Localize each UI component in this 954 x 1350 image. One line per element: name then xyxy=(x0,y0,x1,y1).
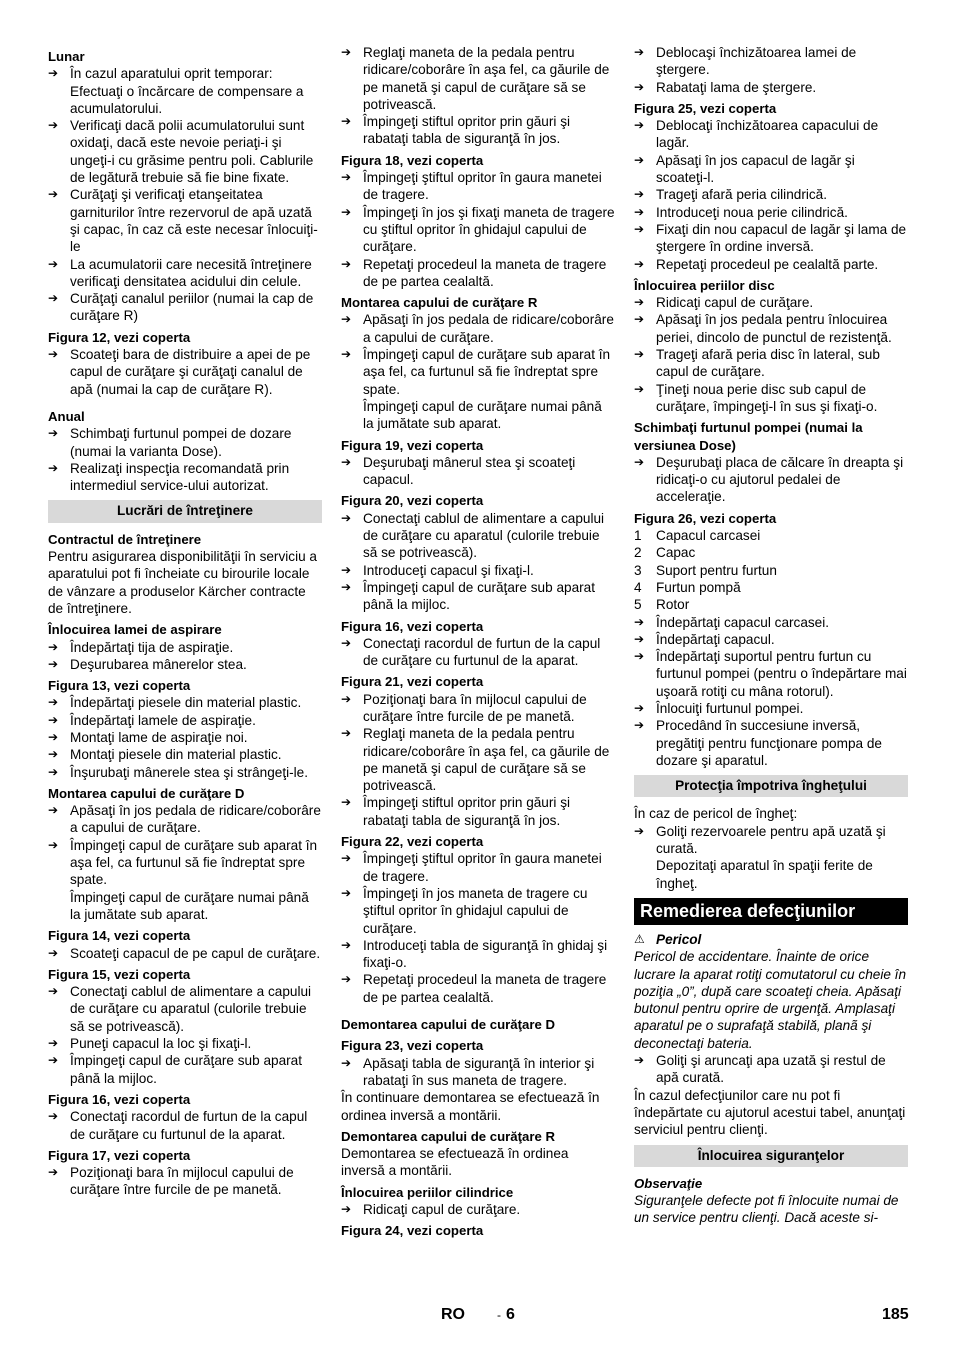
instruction-step xyxy=(341,635,615,670)
arrow-right-icon: ➔ xyxy=(48,729,59,744)
numbered-item xyxy=(634,527,908,544)
instruction-step xyxy=(48,460,322,495)
step-text: Ridicaţi capul de curăţare. xyxy=(363,1202,521,1217)
instruction-step xyxy=(341,850,615,885)
arrow-right-icon: ➔ xyxy=(341,256,352,271)
footer-section-page: 6 xyxy=(506,1306,515,1323)
instruction-step xyxy=(634,823,908,858)
instruction-step xyxy=(341,1055,615,1090)
item-number: 2 xyxy=(634,545,642,561)
arrow-right-icon: ➔ xyxy=(634,823,645,838)
arrow-right-icon: ➔ xyxy=(341,579,352,594)
step-text: Deblocaşi închizătoarea lamei de ştergere. xyxy=(656,45,857,78)
instruction-step xyxy=(48,1035,322,1052)
step-text: Schimbaţi furtunul pompei de dozare (numai la varianta Dose). xyxy=(70,426,292,459)
instruction-step xyxy=(341,510,615,562)
instruction-step xyxy=(634,117,908,152)
step-text: Împingeţi capul de curăţare sub aparat în aşa fel, ca furtunul să fie îndreptat spre spate. xyxy=(70,837,318,888)
instruction-step xyxy=(48,425,322,460)
section-heading: Figura 16, vezi coperta xyxy=(341,618,484,634)
spacer xyxy=(341,1006,615,1012)
indented-paragraph: Împingeţi capul de curăţare numai până la jumătate sub aparat. xyxy=(363,398,602,432)
column-middle xyxy=(341,44,615,1240)
arrow-right-icon: ➔ xyxy=(634,79,645,94)
step-text: Verificaţi dacă polii acumulatorului sunt oxidaţi, dacă este nevoie periaţi-i şi ungeţi-i cu grăsime pentru poli. Cablurile de legătură trebuie să fie bine fixate. xyxy=(70,118,314,186)
arrow-right-icon: ➔ xyxy=(48,291,59,306)
instruction-step xyxy=(341,691,615,726)
footer-language: RO xyxy=(441,1306,465,1323)
section-heading: Figura 25, vezi coperta xyxy=(634,100,777,116)
arrow-right-icon: ➔ xyxy=(48,747,59,762)
step-text: Apăsaţi în jos capacul de lagăr şi scoateţi-l. xyxy=(656,152,855,186)
step-text: Împingeţi ştiftul opritor în gaura manetei de tragere. xyxy=(363,170,602,203)
arrow-right-icon: ➔ xyxy=(634,152,645,167)
step-text: Reglaţi maneta de la pedala pentru ridicare/coborâre în aşa fel, ca găurile de pe manetă şi capul de curăţare să se potrivească. xyxy=(363,45,610,112)
step-text: Apăsaţi în jos pedala de ridicare/coborâre a capului de curăţare. xyxy=(363,312,614,345)
instruction-step xyxy=(341,937,615,972)
instruction-step xyxy=(48,837,322,889)
step-text: Montaţi lame de aspiraţie noi. xyxy=(70,729,248,745)
arrow-right-icon: ➔ xyxy=(341,510,352,525)
section-heading: Montarea capului de curăţare D xyxy=(48,785,245,801)
instruction-step xyxy=(341,579,615,614)
instruction-step xyxy=(634,631,908,648)
instruction-step xyxy=(634,44,908,79)
instruction-step xyxy=(341,885,615,937)
step-text: Înlocuiţi furtunul pompei. xyxy=(656,700,804,716)
instruction-step xyxy=(634,186,908,203)
instruction-step xyxy=(341,562,615,579)
arrow-right-icon: ➔ xyxy=(341,1055,352,1070)
section-heading: Figura 13, vezi coperta xyxy=(48,678,191,694)
instruction-step xyxy=(634,648,908,700)
instruction-step xyxy=(48,712,322,729)
instruction-step xyxy=(634,79,908,96)
step-text: Introduceţi capacul şi fixaţi-l. xyxy=(363,562,534,578)
arrow-right-icon: ➔ xyxy=(341,972,352,987)
instruction-step xyxy=(48,694,322,711)
instruction-step xyxy=(634,346,908,381)
section-heading: Demontarea capului de curăţare D xyxy=(341,1017,556,1033)
numbered-item xyxy=(634,562,908,579)
warning-label: Pericol xyxy=(656,931,702,947)
arrow-right-icon: ➔ xyxy=(48,945,59,960)
section-heading: Figura 23, vezi coperta xyxy=(341,1038,484,1054)
instruction-step xyxy=(48,290,322,325)
item-number: 5 xyxy=(634,597,642,613)
instruction-step xyxy=(48,256,322,291)
step-text: Conectaţi racordul de furtun de la capul de curăţare cu furtunul de la aparat. xyxy=(363,635,601,669)
step-text: Împingeţi capul de curăţare sub aparat până la mijloc. xyxy=(70,1053,302,1086)
step-text: Ridicaţi capul de curăţare. xyxy=(656,295,814,311)
paragraph: Pentru asigurarea disponibilităţii în serviciu a aparatului pot fi încheiate cu birourile locale de vânzare a produselor Kärcher contracte de întreţinere. xyxy=(48,549,317,616)
instruction-step xyxy=(341,311,615,346)
step-text: Curăţaţi canalul periilor (numai la cap de curăţare R) xyxy=(70,291,314,324)
chapter-title: Remedierea defecţiunilor xyxy=(634,898,908,925)
step-text: Repetaţi procedeul pe cealaltă parte. xyxy=(656,256,879,272)
step-text: Introduceţi noua perie cilindrică. xyxy=(656,204,848,220)
step-text: Îndepărtaţi suportul pentru furtun cu furtunul pompei (pentru o îndepărtare mai uşoară rotiţi cu mâna rotorul). xyxy=(656,649,907,699)
section-heading: Înlocuirea periilor cilindrice xyxy=(341,1184,514,1200)
warning-triangle-icon: ⚠ xyxy=(634,931,645,946)
arrow-right-icon: ➔ xyxy=(634,118,645,133)
item-number: 4 xyxy=(634,579,642,595)
section-heading: Figura 16, vezi coperta xyxy=(48,1091,191,1107)
arrow-right-icon: ➔ xyxy=(341,635,352,650)
section-title-box: Înlocuirea siguranţelor xyxy=(634,1145,908,1167)
item-text: Capac xyxy=(656,545,696,561)
arrow-right-icon: ➔ xyxy=(48,1036,59,1051)
instruction-step xyxy=(341,346,615,398)
step-text: Înşurubaţi mânerele stea şi strângeţi-le. xyxy=(70,764,309,780)
numbered-item xyxy=(634,579,908,596)
arrow-right-icon: ➔ xyxy=(341,454,352,469)
step-text: Împingeţi în jos maneta de tragere cu ştiftul opritor în ghidajul capului de curăţare. xyxy=(363,885,588,936)
arrow-right-icon: ➔ xyxy=(48,837,59,852)
instruction-step xyxy=(634,381,908,416)
arrow-right-icon: ➔ xyxy=(48,256,59,271)
arrow-right-icon: ➔ xyxy=(48,656,59,671)
arrow-right-icon: ➔ xyxy=(48,187,59,202)
paragraph: În continuare demontarea se efectuează în ordinea inversă a montării. xyxy=(341,1090,600,1123)
step-text: Deşurubaţi placa de călcare în dreapta şi ridicaţi-o cu ajutorul pedalei de acceleraţie. xyxy=(656,454,904,505)
instruction-step xyxy=(48,346,322,398)
indented-paragraph: Împingeţi capul de curăţare numai până la jumătate sub aparat. xyxy=(70,889,309,922)
arrow-right-icon: ➔ xyxy=(48,639,59,654)
spacer xyxy=(48,398,322,404)
step-text: Deşurubarea mânerelor stea. xyxy=(70,656,247,672)
item-text: Capacul carcasei xyxy=(656,528,761,544)
item-number: 1 xyxy=(634,528,642,544)
numbered-item xyxy=(634,596,908,613)
instruction-step xyxy=(48,1108,322,1143)
instruction-step xyxy=(341,113,615,148)
arrow-right-icon: ➔ xyxy=(634,204,645,219)
instruction-step xyxy=(341,454,615,489)
section-heading: Înlocuirea lamei de aspirare xyxy=(48,622,222,638)
warning-heading xyxy=(634,931,908,948)
arrow-right-icon: ➔ xyxy=(341,170,352,185)
instruction-step xyxy=(634,152,908,187)
step-text: Împingeţi în jos şi fixaţi maneta de tragere cu ştiftul opritor în ghidajul capului de curăţare. xyxy=(363,204,615,255)
item-number: 3 xyxy=(634,562,642,578)
section-heading: Figura 22, vezi coperta xyxy=(341,834,484,850)
instruction-step xyxy=(341,256,615,291)
section-heading: Figura 26, vezi coperta xyxy=(634,510,777,526)
instruction-step xyxy=(48,639,322,656)
item-text: Rotor xyxy=(656,597,690,613)
step-text: Ţineţi noua perie disc sub capul de curăţare, împingeţi-l în sus şi fixaţi-o. xyxy=(656,381,878,414)
step-text: Îndepărtaţi piesele din material plastic. xyxy=(70,695,302,711)
arrow-right-icon: ➔ xyxy=(48,764,59,779)
section-heading: Anual xyxy=(48,408,85,424)
step-text: Îndepărtaţi capacul. xyxy=(656,631,775,647)
step-text: Scoateţi capacul de pe capul de curăţare. xyxy=(70,945,321,961)
italic-paragraph: Siguranţele defecte pot fi înlocuite numai de un service pentru clienţi. Dacă aceste si- xyxy=(634,1193,899,1226)
instruction-step xyxy=(634,221,908,256)
section-heading: Figura 14, vezi coperta xyxy=(48,928,191,944)
page-footer xyxy=(0,1306,954,1330)
section-heading: Figura 18, vezi coperta xyxy=(341,152,484,168)
arrow-right-icon: ➔ xyxy=(48,1165,59,1180)
instruction-step xyxy=(48,802,322,837)
arrow-right-icon: ➔ xyxy=(48,426,59,441)
arrow-right-icon: ➔ xyxy=(341,204,352,219)
arrow-right-icon: ➔ xyxy=(341,885,352,900)
step-text: Deşurubaţi mânerul stea şi scoateţi capacul. xyxy=(363,454,576,488)
step-text: Repetaţi procedeul la maneta de tragere de pe partea cealaltă. xyxy=(363,256,607,289)
instruction-step xyxy=(341,44,615,113)
footer-dash: - xyxy=(497,1308,501,1322)
arrow-right-icon: ➔ xyxy=(634,718,645,733)
arrow-right-icon: ➔ xyxy=(341,691,352,706)
instruction-step xyxy=(341,169,615,204)
column-left xyxy=(48,44,322,1199)
note-heading: Observaţie xyxy=(634,1175,703,1191)
arrow-right-icon: ➔ xyxy=(341,312,352,327)
instruction-step xyxy=(341,794,615,829)
step-text: Împingeţi stiftul opritor prin găuri şi rabataţi tabla de siguranţă în jos. xyxy=(363,795,571,828)
instruction-step xyxy=(341,1201,615,1218)
instruction-step xyxy=(634,700,908,717)
arrow-right-icon: ➔ xyxy=(634,700,645,715)
step-text: Fixaţi din nou capacul de lagăr şi lama de ştergere în ordine inversă. xyxy=(656,221,907,255)
footer-page-number: 185 xyxy=(882,1306,909,1323)
step-text: Conectaţi racordul de furtun de la capul de curăţare cu furtunul de la aparat. xyxy=(70,1109,308,1142)
arrow-right-icon: ➔ xyxy=(634,45,645,59)
instruction-step xyxy=(48,1052,322,1087)
instruction-step xyxy=(341,971,615,1006)
section-heading: Înlocuirea periilor disc xyxy=(634,277,775,293)
instruction-step xyxy=(48,1164,322,1199)
arrow-right-icon: ➔ xyxy=(48,66,59,81)
section-heading: Lunar xyxy=(48,49,85,64)
section-heading: Figura 17, vezi coperta xyxy=(48,1147,191,1163)
section-heading: Schimbaţi furtunul pompei (numai la versiunea Dose) xyxy=(634,420,863,453)
instruction-step xyxy=(48,983,322,1035)
section-heading: Figura 21, vezi coperta xyxy=(341,674,484,690)
section-heading: Figura 24, vezi coperta xyxy=(341,1223,484,1239)
paragraph: În caz de pericol de îngheţ: xyxy=(634,806,798,822)
arrow-right-icon: ➔ xyxy=(634,221,645,236)
arrow-right-icon: ➔ xyxy=(341,795,352,810)
step-text: Apăsaţi în jos pedala de ridicare/coborâre a capului de curăţare. xyxy=(70,803,321,836)
step-text: Poziţionaţi bara în mijlocul capului de curăţare între furcile de pe manetă. xyxy=(363,691,587,724)
arrow-right-icon: ➔ xyxy=(634,347,645,362)
step-text: Îndepărtaţi capacul carcasei. xyxy=(656,614,830,630)
section-heading: Montarea capului de curăţare R xyxy=(341,295,538,311)
arrow-right-icon: ➔ xyxy=(48,460,59,475)
arrow-right-icon: ➔ xyxy=(341,726,352,741)
section-heading: Figura 12, vezi coperta xyxy=(48,329,191,345)
step-text: Împingeţi capul de curăţare sub aparat în aşa fel, ca furtunul să fie îndreptat spre spate. xyxy=(363,347,611,397)
step-text: Împingeţi capul de curăţare sub aparat până la mijloc. xyxy=(363,579,595,613)
step-text: Împingeţi ştiftul opritor în gaura manetei de tragere. xyxy=(363,851,602,884)
instruction-step xyxy=(48,186,322,255)
italic-paragraph: Pericol de accidentare. Înainte de orice lucrare la aparat rotiţi comutatorul cu cheie în poziţia „0”, după care scoateţi cheia. Apăsaţi butonul pentru oprire de urgenţă. Amplasaţi aparatul pe o suprafaţă stabilă, planã şi deconectaţi bateria. xyxy=(634,949,907,1051)
arrow-right-icon: ➔ xyxy=(341,937,352,952)
arrow-right-icon: ➔ xyxy=(634,256,645,271)
instruction-step xyxy=(634,256,908,273)
instruction-step xyxy=(341,725,615,794)
section-heading: Contractul de întreţinere xyxy=(48,531,202,547)
arrow-right-icon: ➔ xyxy=(48,803,59,818)
instruction-step xyxy=(48,65,322,117)
step-text: Conectaţi cablul de alimentare a capului de curăţare cu aparatul (culorile trebuie să se potrivească). xyxy=(363,510,605,561)
step-text: Rabataţi lama de ştergere. xyxy=(656,79,817,95)
step-text: Conectaţi cablul de alimentare a capului de curăţare cu aparatul (culorile trebuie să se potrivească). xyxy=(70,984,312,1034)
item-text: Suport pentru furtun xyxy=(656,562,777,578)
arrow-right-icon: ➔ xyxy=(341,1202,352,1216)
arrow-right-icon: ➔ xyxy=(634,187,645,202)
item-text: Furtun pompă xyxy=(656,579,741,595)
instruction-step xyxy=(48,764,322,781)
step-text: Goliţi rezervoarele pentru apă uzată şi curată. xyxy=(656,823,886,857)
step-text: Procedând în succesiune inversă, pregătiţi pentru funcţionare pompa de dozare şi aparatul. xyxy=(656,718,882,768)
arrow-right-icon: ➔ xyxy=(634,1053,645,1068)
numbered-item xyxy=(634,544,908,561)
instruction-step xyxy=(48,746,322,763)
indented-paragraph: Depozitaţi aparatul în spaţii ferite de îngheţ. xyxy=(656,858,873,891)
step-text: Îndepărtaţi lamele de aspiraţie. xyxy=(70,712,256,728)
section-heading: Figura 19, vezi coperta xyxy=(341,437,484,453)
paragraph: În cazul defecţiunilor care nu pot fi îndepărtate cu ajutorul acestui tabel, anunţaţi serviciul pentru clienţi. xyxy=(634,1087,906,1138)
instruction-step xyxy=(634,311,908,346)
arrow-right-icon: ➔ xyxy=(48,118,59,133)
arrow-right-icon: ➔ xyxy=(634,295,645,310)
instruction-step xyxy=(48,729,322,746)
arrow-right-icon: ➔ xyxy=(634,312,645,327)
instruction-step xyxy=(48,117,322,186)
arrow-right-icon: ➔ xyxy=(341,45,352,59)
step-text: Introduceţi tabla de siguranţă în ghidaj şi fixaţi-o. xyxy=(363,937,608,971)
arrow-right-icon: ➔ xyxy=(634,381,645,396)
arrow-right-icon: ➔ xyxy=(48,712,59,727)
arrow-right-icon: ➔ xyxy=(48,347,59,362)
section-heading: Demontarea capului de curăţare R xyxy=(341,1128,556,1144)
instruction-step xyxy=(634,204,908,221)
step-text: Îndepărtaţi tija de aspiraţie. xyxy=(70,639,234,655)
instruction-step xyxy=(634,717,908,769)
step-text: Goliţi şi aruncaţi apa uzată şi restul de apă curată. xyxy=(656,1053,886,1086)
step-text: Împingeţi stiftul opritor prin găuri şi rabataţi tabla de siguranţă în jos. xyxy=(363,114,571,147)
step-text: Apăsaţi tabla de siguranţă în interior şi rabataţi în sus maneta de tragere. xyxy=(363,1055,595,1088)
section-title-box: Protecţia împotriva îngheţului xyxy=(634,775,908,797)
step-text: Poziţionaţi bara în mijlocul capului de curăţare între furcile de pe manetă. xyxy=(70,1165,294,1198)
step-text: Apăsaţi în jos pedala pentru înlocuirea periei, dincolo de punctul de rezistenţă. xyxy=(656,312,892,345)
section-title-box: Lucrări de întreţinere xyxy=(48,500,322,522)
arrow-right-icon: ➔ xyxy=(341,851,352,866)
section-heading: Figura 15, vezi coperta xyxy=(48,966,191,982)
arrow-right-icon: ➔ xyxy=(48,695,59,710)
arrow-right-icon: ➔ xyxy=(341,114,352,129)
instruction-step xyxy=(341,204,615,256)
step-text: Montaţi piesele din material plastic. xyxy=(70,747,282,763)
step-text: Puneţi capacul la loc şi fixaţi-l. xyxy=(70,1036,252,1052)
step-text: La acumulatorii care necesită întreţinere verificaţi densitatea acidului din celule. xyxy=(70,256,312,289)
step-text: Reglaţi maneta de la pedala pentru ridicare/coborâre în aşa fel, ca găurile de pe manetă şi capul de curăţare să se potrivească. xyxy=(363,726,610,794)
arrow-right-icon: ➔ xyxy=(341,347,352,362)
step-text: Deblocaţi închizătoarea capacului de lagăr. xyxy=(656,118,879,151)
arrow-right-icon: ➔ xyxy=(48,1053,59,1068)
arrow-right-icon: ➔ xyxy=(634,454,645,469)
instruction-step xyxy=(634,1052,908,1087)
arrow-right-icon: ➔ xyxy=(48,1109,59,1124)
step-text: Repetaţi procedeul la maneta de tragere de pe partea cealaltă. xyxy=(363,972,607,1005)
arrow-right-icon: ➔ xyxy=(634,631,645,646)
step-text: Trageţi afară peria cilindrică. xyxy=(656,187,828,203)
column-right xyxy=(634,44,908,1227)
arrow-right-icon: ➔ xyxy=(634,614,645,629)
instruction-step xyxy=(634,454,908,506)
paragraph: Demontarea se efectuează în ordinea inversă a montării. xyxy=(341,1146,569,1179)
instruction-step xyxy=(48,945,322,962)
instruction-step xyxy=(634,614,908,631)
section-heading: Figura 20, vezi coperta xyxy=(341,493,484,509)
step-text: Curăţaţi şi verificaţi etanşeitatea garniturilor între rezervorul de apă uzată şi capac, în caz că este necesar înlocuiţi-le xyxy=(70,187,318,255)
arrow-right-icon: ➔ xyxy=(634,649,645,664)
instruction-step xyxy=(48,656,322,673)
step-text: Scoateţi bara de distribuire a apei de pe capul de curăţare şi curăţaţi canalul de apă (numai la cap de curăţare R). xyxy=(70,347,311,397)
step-text: În cazul aparatului oprit temporar: Efectuaţi o încărcare de compensare a acumulatorului. xyxy=(70,66,304,116)
arrow-right-icon: ➔ xyxy=(48,984,59,999)
arrow-right-icon: ➔ xyxy=(341,562,352,577)
step-text: Realizaţi inspecţia recomandată prin intermediul service-ului autorizat. xyxy=(70,460,290,494)
step-text: Trageţi afară peria disc în lateral, sub capul de curăţare. xyxy=(656,347,880,380)
instruction-step xyxy=(634,294,908,311)
